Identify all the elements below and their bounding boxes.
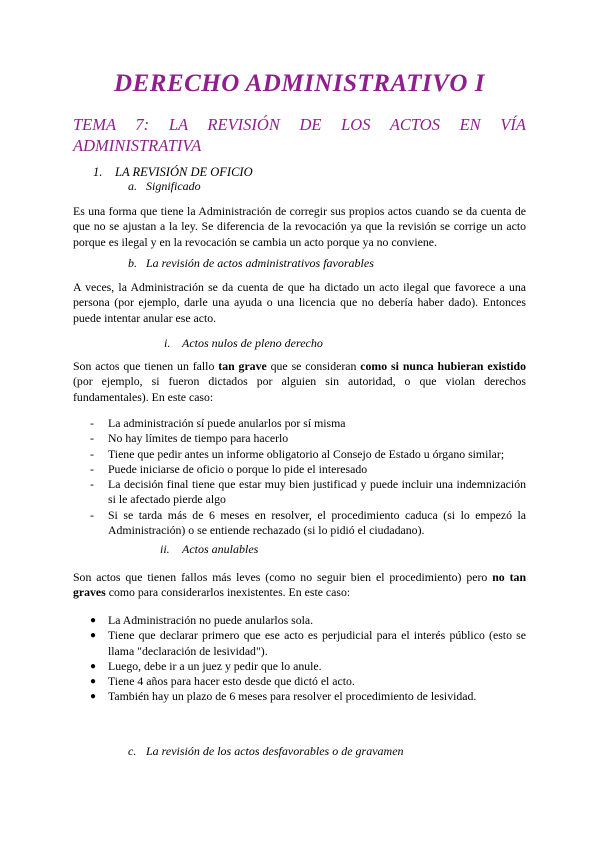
text-run: (por ejemplo, si fueron dictados por alguien sin autoridad, o que violan derechos fundamentales). En este caso: <box>73 374 526 404</box>
list-item <box>73 659 526 674</box>
list-item-text: Puede iniciarse de oficio o porque lo pide el interesado <box>108 461 368 476</box>
bullet-marker: ● <box>90 691 97 703</box>
list-item <box>73 628 526 659</box>
document-title: DERECHO ADMINISTRATIVO I <box>114 70 485 97</box>
subsection-a-number: a. <box>128 179 137 193</box>
subsection-a-heading <box>128 179 201 194</box>
dash-marker: - <box>90 416 94 430</box>
list-item <box>73 462 526 477</box>
topic-heading-line-2: ADMINISTRATIVA <box>73 136 202 155</box>
list-actos-anulables <box>73 613 526 705</box>
list-item <box>73 477 526 508</box>
subsection-ii-heading <box>160 542 258 557</box>
dash-marker: - <box>90 461 94 476</box>
subsection-c-heading <box>128 744 404 759</box>
list-item-text: La decisión final tiene que estar muy bien justificad y puede incluir una indemnización si le afectado pierde algo <box>108 477 526 507</box>
list-item-text: La administración sí puede anularlos por sí misma <box>108 416 346 430</box>
section-1-title: LA REVISIÓN DE OFICIO <box>115 165 253 179</box>
subsection-b-title: La revisión de actos administrativos favorables <box>146 256 374 270</box>
subsection-c-title: La revisión de los actos desfavorables o de gravamen <box>146 744 404 758</box>
text-run: Son actos que tienen fallos más leves (como no seguir bien el procedimiento) pero <box>73 570 493 584</box>
subsection-b-number: b. <box>128 256 137 270</box>
text-run: Son actos que tienen un fallo <box>73 359 219 373</box>
subsection-ii-title: Actos anulables <box>182 542 259 556</box>
dash-marker: - <box>90 446 94 461</box>
list-item <box>73 508 526 539</box>
list-item-text: No hay límites de tiempo para hacerlo <box>108 431 289 446</box>
list-item-text: Luego, debe ir a un juez y pedir que lo anule. <box>108 658 322 673</box>
bold-run: como si nunca hubieran existido <box>360 359 526 373</box>
list-item-text: Tiene 4 años para hacer esto desde que dictó el acto. <box>108 674 355 689</box>
dash-marker: - <box>90 507 94 522</box>
subsection-a-title: Significado <box>146 179 201 193</box>
list-item <box>73 674 526 689</box>
list-actos-nulos <box>73 416 526 538</box>
section-1-heading <box>93 165 253 180</box>
subsection-ii-number: ii. <box>160 542 170 556</box>
dash-marker: - <box>90 477 94 492</box>
list-item <box>73 447 526 462</box>
text-run: como para considerarlos inexistentes. En este caso: <box>105 585 351 600</box>
list-item-text: También hay un plazo de 6 meses para resolver el procedimiento de lesividad. <box>108 689 477 704</box>
paragraph-actos-favorables: A veces, la Administración se da cuenta de que ha dictado un acto ilegal que favorece a una persona (por ejemplo, darle una ayuda o una licencia que no debería haber dado). Entonces puede intentar anular ese acto. <box>73 280 526 325</box>
list-item-text: La Administración no puede anularlos sola. <box>108 613 314 627</box>
list-item-text: Tiene que declarar primero que ese acto es perjudicial para el interés público (esto se llama "declaración de lesividad"). <box>108 628 526 658</box>
bold-run: no tan graves <box>73 570 527 600</box>
text-run: que se consideran <box>266 359 361 373</box>
topic-heading-line-1: TEMA 7: LA REVISIÓN DE LOS ACTOS EN VÍA <box>73 115 526 134</box>
list-item <box>73 613 526 628</box>
list-item <box>73 431 526 446</box>
list-item-text: Si se tarda más de 6 meses en resolver, el procedimiento caduca (si lo empezó la Administración) o se entiende rechazado (si lo pidió el ciudadano). <box>108 507 526 538</box>
subsection-i-title: Actos nulos de pleno derecho <box>182 336 323 350</box>
bullet-marker: ● <box>90 660 97 672</box>
dash-marker: - <box>90 431 94 446</box>
list-item <box>73 416 526 431</box>
bullet-marker: ● <box>90 630 97 642</box>
paragraph-actos-anulables <box>73 570 526 601</box>
subsection-b-heading <box>128 256 374 271</box>
subsection-c-number: c. <box>128 744 137 758</box>
paragraph-significado: Es una forma que tiene la Administración de corregir sus propios actos cuando se da cuenta de que no se ajustan a la ley. Se diferencia de la revocación ya que la revisión se corrige un acto porque es ilegal y en la revocación se cambia un acto porque ya no conviene. <box>73 204 526 249</box>
list-item-text: Tiene que pedir antes un informe obligatorio al Consejo de Estado u órgano similar; <box>108 446 505 461</box>
bullet-marker: ● <box>90 676 97 688</box>
list-item <box>73 689 526 704</box>
subsection-i-number: i. <box>164 336 171 350</box>
subsection-i-heading <box>164 336 323 351</box>
paragraph-actos-nulos <box>73 359 526 405</box>
bold-run: tan grave <box>218 359 267 373</box>
bullet-marker: ● <box>90 615 97 626</box>
section-1-number: 1. <box>93 165 103 179</box>
